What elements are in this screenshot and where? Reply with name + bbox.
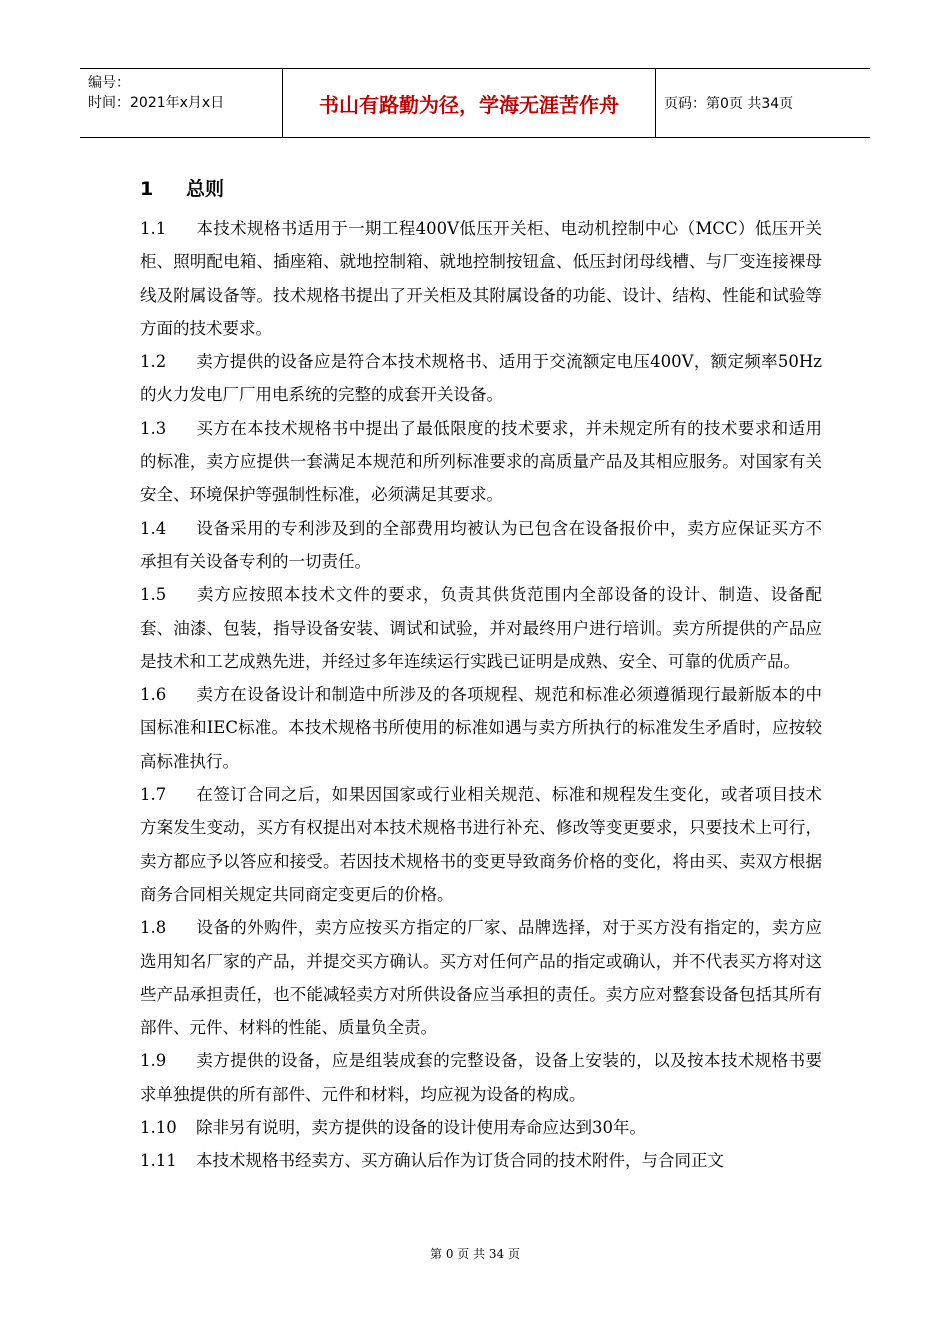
clause-number: 1.4	[140, 518, 167, 538]
clause-paragraph	[140, 212, 822, 345]
clause-number: 1.8	[140, 918, 167, 938]
clause-text: 除非另有说明，卖方提供的设备的设计使用寿命应达到30年。	[196, 1118, 646, 1138]
section-title: 总则	[186, 178, 225, 200]
page-footer: 第 0 页 共 34 页	[430, 1247, 520, 1261]
clause-number: 1.3	[140, 418, 167, 438]
header-info-cell	[80, 69, 282, 137]
header-motto: 书山有路勤为径，学海无涯苦作舟	[282, 69, 656, 137]
section-heading	[140, 172, 822, 206]
clause-number: 1.1	[140, 219, 167, 238]
clause-paragraph	[140, 512, 822, 579]
clause-text: 本技术规格书经卖方、买方确认后作为订货合同的技术附件，与合同正文	[196, 1151, 724, 1171]
clause-number: 1.2	[140, 352, 167, 372]
clause-text: 买方在本技术规格书中提出了最低限度的技术要求，并未规定所有的技术要求和适用的标准，卖方应提供一套满足本规范和所列标准要求的高质量产品及其相应服务。对国家有关安全、环境保护等强制性标准，必须满足其要求。	[140, 418, 822, 505]
document-date: 时间：2021年x月x日	[88, 95, 225, 111]
clause-paragraph	[140, 1111, 822, 1144]
section-number: 1	[140, 178, 154, 200]
clause-paragraph	[140, 412, 822, 512]
clause-text: 本技术规格书适用于一期工程400V低压开关柜、电动机控制中心（MCC）低压开关柜、照明配电箱、插座箱、就地控制箱、就地控制按钮盒、低压封闭母线槽、与厂变连接裸母线及附属设备等。技术规格书提出了开关柜及其附属设备的功能、设计、结构、性能和试验等方面的技术要求。	[140, 219, 822, 338]
clause-number: 1.9	[140, 1051, 167, 1071]
clause-paragraph	[140, 1044, 822, 1111]
clause-number: 1.7	[140, 785, 167, 805]
clause-paragraph	[140, 1144, 822, 1177]
clause-text: 卖方提供的设备应是符合本技术规格书、适用于交流额定电压400V，额定频率50Hz的火力发电厂厂用电系统的完整的成套开关设备。	[140, 352, 822, 405]
clause-number: 1.5	[140, 585, 167, 605]
header-page-info: 页码：第0页 共34页	[664, 96, 794, 112]
clause-text: 设备的外购件，卖方应按买方指定的厂家、品牌选择，对于买方没有指定的，卖方应选用知名厂家的产品，并提交买方确认。买方对任何产品的指定或确认，并不代表买方将对这些产品承担责任，也不能减轻卖方对所供设备应当承担的责任。卖方应对整套设备包括其所有部件、元件、材料的性能、质量负全责。	[140, 918, 822, 1038]
document-body	[140, 172, 822, 1178]
clause-number: 1.6	[140, 685, 167, 705]
clause-text: 卖方提供的设备，应是组装成套的完整设备，设备上安装的，以及按本技术规格书要求单独提供的所有部件、元件和材料，均应视为设备的构成。	[140, 1051, 822, 1104]
clause-text: 设备采用的专利涉及到的全部费用均被认为已包含在设备报价中，卖方应保证买方不承担有关设备专利的一切责任。	[140, 518, 822, 571]
document-number-label: 编号：	[88, 75, 130, 91]
clause-paragraph	[140, 578, 822, 678]
clause-text: 在签订合同之后，如果因国家或行业相关规范、标准和规程发生变化，或者项目技术方案发生变动，买方有权提出对本技术规格书进行补充、修改等变更要求，只要技术上可行，卖方都应予以答应和接受。若因技术规格书的变更导致商务价格的变化，将由买、卖双方根据商务合同相关规定共同商定变更后的价格。	[140, 785, 822, 904]
clause-text: 卖方在设备设计和制造中所涉及的各项规程、规范和标准必须遵循现行最新版本的中国标准和IEC标准。本技术规格书所使用的标准如遇与卖方所执行的标准发生矛盾时，应按较高标准执行。	[140, 685, 822, 771]
clause-paragraph	[140, 778, 822, 911]
clause-number: 1.10	[140, 1118, 177, 1138]
clause-text: 卖方应按照本技术文件的要求，负责其供货范围内全部设备的设计、制造、设备配套、油漆、包装，指导设备安装、调试和试验，并对最终用户进行培训。卖方所提供的产品应是技术和工艺成熟先进，并经过多年连续运行实践已证明是成熟、安全、可靠的优质产品。	[140, 585, 822, 671]
clause-number: 1.11	[140, 1151, 177, 1171]
clause-paragraph	[140, 678, 822, 778]
clause-paragraph	[140, 911, 822, 1044]
page-header	[80, 68, 870, 138]
clause-paragraph	[140, 345, 822, 412]
